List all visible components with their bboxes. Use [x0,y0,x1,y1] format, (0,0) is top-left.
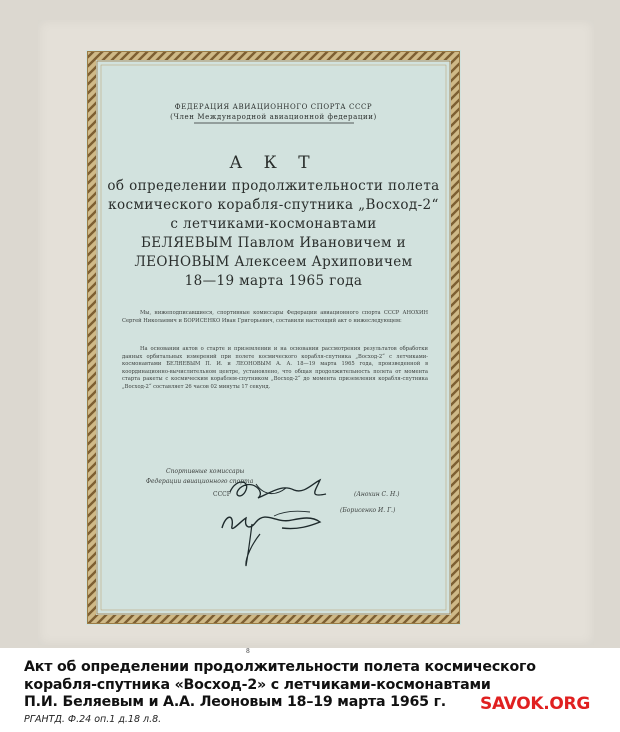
subtitle-line: об определении продолжительности полета [107,178,440,194]
subtitle-line: ЛЕОНОВЫМ Алексеем Архиповичем [134,254,413,270]
document-title: А К Т [229,153,318,173]
federation-subheader: (Член Международной авиационной федерации) [170,113,377,121]
signatory-name: (Анохин С. Н.) [354,491,400,498]
federation-header: ФЕДЕРАЦИЯ АВИАЦИОННОГО СПОРТА СССР [174,103,373,111]
main-paragraph: На основании актов о старте и приземлении и на основании рассмотрения результатов обработки данных орбитальных измерений при полете космического корабля-спутника „Восход-2“ с летчиками-космонавтами БЕЛЯЕВЫМ П. И. и ЛЕОНОВЫМ А. А. 18—19 марта 1965 года, произведенной в координационно-вычислительном центре, установлено, что общая продолжительность полета от момента старта ракеты с космическим кораблем-спутником „Восход-2“ до момента приземления корабля-спутника „Восход-2“ составляет 26 часов 02 минуты 17 секунд. [122,346,428,390]
handwritten-signature [216,470,346,570]
paper-sheet [38,20,594,655]
subtitle-line: БЕЛЯЕВЫМ Павлом Ивановичем и [140,235,407,251]
signature-prefix: СССР [213,491,231,498]
subtitle-line: космического корабля-спутника „Восход-2“ [108,197,439,213]
signatory-name: (Борисенко И. Г.) [340,507,396,514]
commissioners-label: Федерации авиационного спорта [146,478,254,485]
commissioners-label: Спортивные комиссары [166,468,245,475]
caption-line: П.И. Беляевым и А.А. Леоновым 18–19 марта 1965 г. [24,694,446,710]
intro-paragraph: Мы, нижеподписавшиеся, спортивные комиссары Федерации авиационного спорта СССР АНОХИН Сергей Николаевич и БОРИСЕНКО Иван Григорьевич, составили настоящий акт о нижеследующем: [122,310,428,324]
watermark: SAVOK.ORG [480,694,590,714]
caption-line: корабля-спутника «Восход-2» с летчиками-космонавтами [24,676,491,693]
page-number: 8 [246,648,250,655]
subtitle-line: с летчиками-космонавтами [170,216,377,232]
certificate [86,50,461,625]
caption-line: Акт об определении продолжительности полета космического [24,659,536,675]
subtitle-line: 18—19 марта 1965 года [184,273,363,289]
header-underline [194,122,354,125]
archive-reference: РГАНТД. Ф.24 оп.1 д.18 л.8. [24,714,162,725]
